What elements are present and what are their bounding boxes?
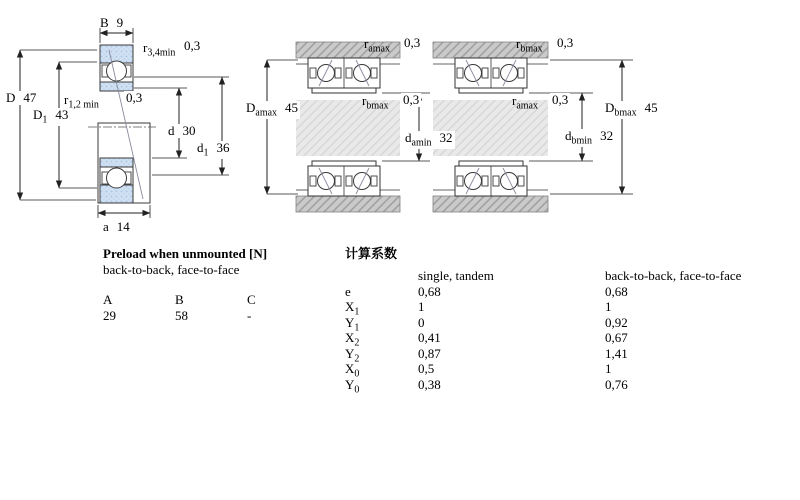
factors-corner-cell — [345, 268, 418, 284]
dim-label-d1: $d_1$ 36 — [197, 140, 230, 159]
factor-row-label: $Y_2$ — [345, 345, 360, 365]
dim-value-r12min: 0,3 — [126, 90, 143, 105]
factor-row-label: $X_2$ — [345, 330, 360, 349]
factor-value: 0,87 — [418, 345, 441, 361]
preload-table-title: Preload when unmounted [N] — [103, 246, 268, 261]
dim-label-ramax-left: $r_{amax}$ — [364, 36, 390, 55]
dim-value-r34min: 0,3 — [184, 38, 201, 53]
preload-value: - — [247, 307, 252, 323]
dim-label-Damax: $D_{amax}$ 45 — [246, 100, 299, 119]
factor-value: 0,67 — [605, 330, 628, 345]
factor-value: 0,68 — [605, 283, 628, 299]
factor-row-label: $Y_1$ — [345, 314, 360, 334]
dim-label-D: D 47 — [6, 90, 37, 105]
factor-value: 0,92 — [605, 314, 628, 330]
dim-label-ramax-right: $r_{amax}$ — [512, 93, 538, 112]
dim-label-a: a 14 — [103, 219, 130, 234]
dim-label-r34min: $r_{3,4min}$ — [143, 40, 176, 59]
preload-table-subtitle: back-to-back, face-to-face — [103, 262, 240, 277]
preload-col-header: C — [247, 292, 256, 307]
factor-value: 1 — [418, 299, 425, 314]
paired-mounting-figure-right — [433, 42, 548, 212]
factor-value: 1,41 — [605, 345, 628, 361]
dim-label-damin: $d_{amin}$ 32 — [405, 130, 453, 149]
factor-value: 1 — [605, 299, 612, 314]
factor-value: 0,5 — [418, 361, 435, 376]
preload-col-header: A — [103, 292, 113, 307]
preload-col-header: B — [175, 292, 184, 307]
dim-value-rbmax-right: 0,3 — [557, 35, 574, 50]
factors-table — [345, 246, 795, 396]
single-bearing-figure — [88, 45, 156, 203]
factors-col2-header: back-to-back, face-to-face — [605, 268, 742, 283]
dim-label-dbmin: $d_{bmin}$ 32 — [565, 128, 614, 147]
paired-mounting-figure-left — [296, 42, 400, 212]
factor-value: 1 — [605, 361, 612, 376]
dim-label-rbmax-left: $r_{bmax}$ — [362, 93, 389, 112]
factor-row-label: e — [345, 283, 351, 299]
factor-value: 0 — [418, 314, 425, 330]
dim-label-rbmax-right: $r_{bmax}$ — [516, 36, 543, 55]
factors-table-title: 计算系数 — [345, 246, 398, 261]
dim-label-D1: $D_1$ 43 — [33, 107, 69, 126]
preload-value: 29 — [103, 307, 116, 323]
preload-table-grid — [103, 292, 307, 323]
dim-value-ramax-left: 0,3 — [404, 35, 421, 50]
preload-value: 58 — [175, 307, 188, 323]
factor-value: 0,38 — [418, 376, 441, 392]
dim-label-B: B 9 — [100, 15, 124, 30]
factors-col1-header: single, tandem — [418, 268, 494, 283]
factor-value: 0,41 — [418, 330, 441, 345]
dim-value-ramax-right: 0,3 — [552, 92, 569, 107]
factor-value: 0,76 — [605, 376, 628, 392]
factors-table-grid — [345, 268, 795, 396]
factor-value: 0,68 — [418, 283, 441, 299]
dim-label-Dbmax: $D_{bmax}$ 45 — [605, 100, 658, 119]
dim-label-r12min: $r_{1,2 min}$ — [64, 92, 99, 111]
dim-value-rbmax-left: 0,3 — [403, 92, 420, 107]
factor-row-label: $X_1$ — [345, 299, 360, 318]
factor-row-label: $Y_0$ — [345, 376, 360, 396]
dim-label-d: d 30 — [168, 123, 196, 138]
factor-row-label: $X_0$ — [345, 361, 360, 380]
preload-table — [103, 246, 307, 323]
